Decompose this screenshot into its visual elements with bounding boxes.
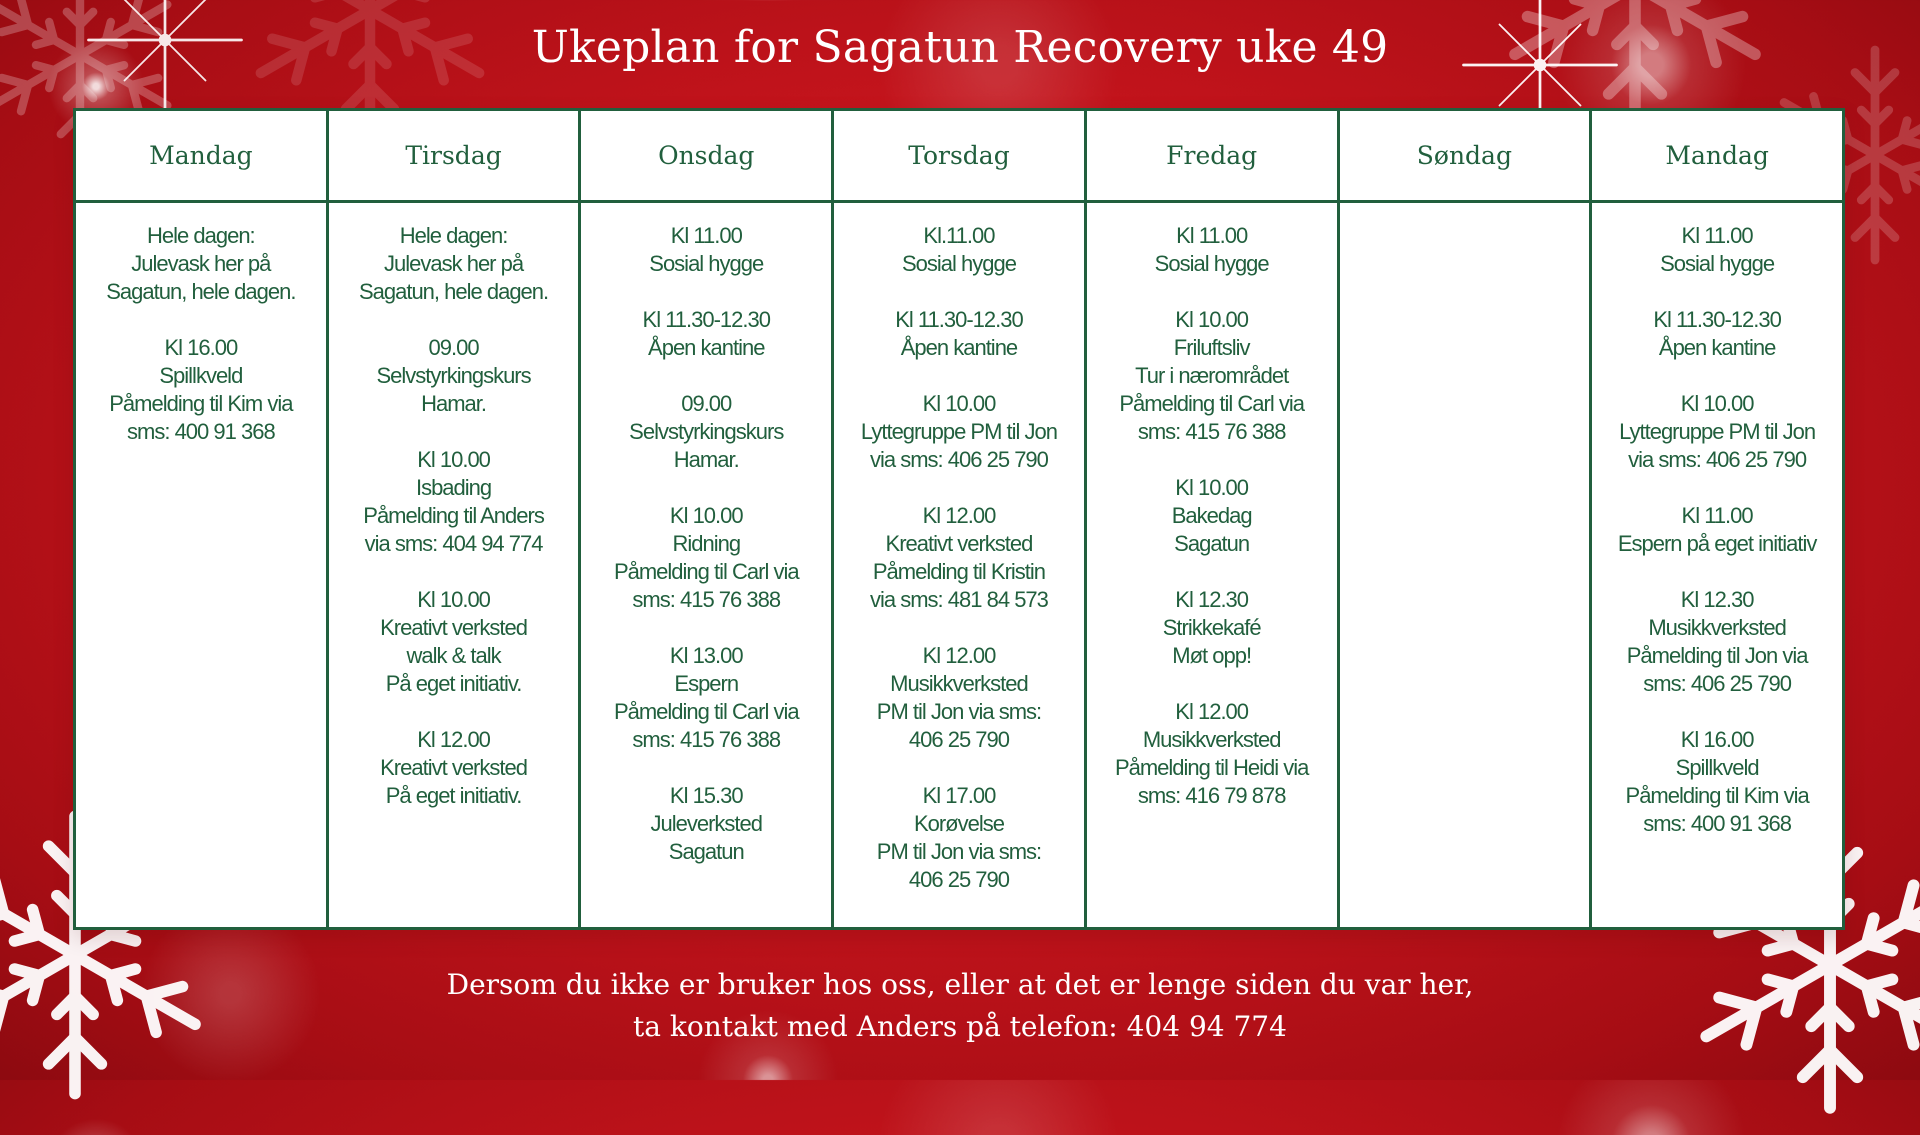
schedule-entry: Kl 10.00 Bakedag Sagatun — [1171, 475, 1252, 556]
schedule-entry: Kl 16.00 Spillkveld Påmelding til Kim via sms: 400 91 368 — [109, 335, 293, 444]
day-cell-tirsdag — [327, 202, 580, 929]
day-cell-content — [842, 222, 1076, 894]
page-title: Ukeplan for Sagatun Recovery uke 49 — [531, 22, 1389, 73]
schedule-entry: Kl 10.00 Friluftsliv Tur i nærområdet Påmelding til Carl via sms: 415 76 388 — [1119, 307, 1304, 444]
schedule-entry: Kl 11.00 Espern på eget initiativ — [1617, 503, 1817, 556]
day-cell-content — [337, 222, 571, 810]
day-header-torsdag: Torsdag — [833, 110, 1086, 202]
footer-line-1: Dersom du ikke er bruker hos oss, eller at det er lenge siden du var her, — [446, 968, 1474, 1001]
schedule-entry: Kl 11.00 Sosial hygge — [649, 223, 764, 276]
schedule-entry: Kl.11.00 Sosial hygge — [901, 223, 1016, 276]
schedule-entry: Kl 13.00 Espern Påmelding til Carl via sms: 415 76 388 — [613, 643, 799, 752]
day-cell-mandag-next — [1591, 202, 1844, 929]
day-cell-content — [84, 222, 318, 446]
day-header-mandag: Mandag — [75, 110, 328, 202]
schedule-entry: Kl 10.00 Lyttegruppe PM til Jon via sms: 406 25 790 — [1619, 391, 1816, 472]
schedule-entry: Kl 10.00 Ridning Påmelding til Carl via sms: 415 76 388 — [613, 503, 799, 612]
schedule-entry: Kl 10.00 Lyttegruppe PM til Jon via sms: 406 25 790 — [860, 391, 1057, 472]
schedule-entry: Kl 12.30 Musikkverksted Påmelding til Jon via sms: 406 25 790 — [1626, 587, 1808, 696]
schedule-entry: Kl 16.00 Spillkveld Påmelding til Kim via sms: 400 91 368 — [1625, 727, 1809, 836]
day-cell-onsdag — [580, 202, 833, 929]
schedule-entry: Hele dagen: Julevask her på Sagatun, hele dagen. — [106, 223, 296, 304]
day-header-mandag-next: Mandag — [1591, 110, 1844, 202]
day-cell-content — [1095, 222, 1329, 810]
schedule-entry: Kl 17.00 Korøvelse PM til Jon via sms: 406 25 790 — [876, 783, 1042, 892]
weekly-schedule-table — [73, 108, 1845, 930]
day-cell-content — [589, 222, 823, 866]
day-cell-content — [1600, 222, 1834, 838]
schedule-entry: Kl 12.00 Musikkverksted PM til Jon via sms: 406 25 790 — [876, 643, 1042, 752]
contact-footer — [0, 964, 1920, 1048]
schedule-entry: Kl 11.00 Sosial hygge — [1660, 223, 1775, 276]
schedule-entry: Kl 12.30 Strikkekafé Møt opp! — [1162, 587, 1261, 668]
day-header-sondag: Søndag — [1338, 110, 1591, 202]
schedule-entry: Kl 15.30 Juleverksted Sagatun — [650, 783, 763, 864]
schedule-entry: Kl 11.30-12.30 Åpen kantine — [642, 307, 770, 360]
footer-line-2: ta kontakt med Anders på telefon: 404 94 774 — [633, 1010, 1287, 1043]
day-header-row — [75, 110, 1844, 202]
day-cell-torsdag — [833, 202, 1086, 929]
day-cell-fredag — [1085, 202, 1338, 929]
schedule-entry: Kl 12.00 Musikkverksted Påmelding til Heidi via sms: 416 79 878 — [1114, 699, 1309, 808]
day-cell-sondag — [1338, 202, 1591, 929]
schedule-entry: Kl 10.00 Isbading Påmelding til Anders via sms: 404 94 774 — [363, 447, 544, 556]
day-cell-mandag — [75, 202, 328, 929]
day-header-fredag: Fredag — [1085, 110, 1338, 202]
schedule-entry: Kl 11.30-12.30 Åpen kantine — [895, 307, 1023, 360]
schedule-entry: Kl 12.00 Kreativt verksted På eget initiativ. — [380, 727, 527, 808]
day-header-tirsdag: Tirsdag — [327, 110, 580, 202]
weekly-schedule-table-wrapper — [73, 108, 1845, 930]
schedule-entry: Kl 12.00 Kreativt verksted Påmelding til Kristin via sms: 481 84 573 — [870, 503, 1048, 612]
schedule-row — [75, 202, 1844, 929]
schedule-entry: 09.00 Selvstyrkingskurs Hamar. — [376, 335, 531, 416]
schedule-entry: Kl 11.30-12.30 Åpen kantine — [1653, 307, 1781, 360]
day-header-onsdag: Onsdag — [580, 110, 833, 202]
schedule-entry: Hele dagen: Julevask her på Sagatun, hele dagen. — [358, 223, 549, 304]
schedule-entry: Kl 10.00 Kreativt verksted walk & talk På eget initiativ. — [380, 587, 527, 696]
schedule-entry: 09.00 Selvstyrkingskurs Hamar. — [629, 391, 784, 472]
schedule-entry: Kl 11.00 Sosial hygge — [1154, 223, 1269, 276]
